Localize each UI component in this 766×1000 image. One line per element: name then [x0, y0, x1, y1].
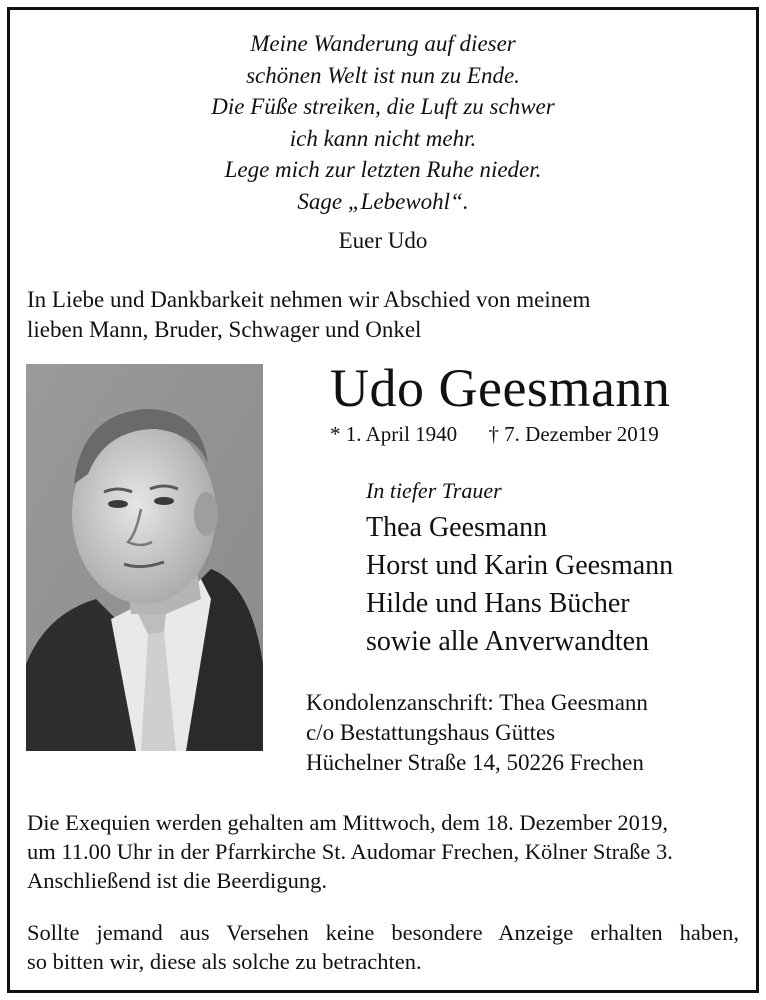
intro-text — [27, 285, 727, 345]
service-line: Die Exequien werden gehalten am Mittwoch, dem 18. Dezember 2019, — [27, 810, 669, 835]
deceased-name: Udo Geesmann — [330, 358, 671, 418]
mourner-name: Hilde und Hans Bücher — [366, 588, 630, 619]
intro-line: In Liebe und Dankbarkeit nehmen wir Abschied von meinem — [27, 287, 591, 312]
poem — [0, 28, 766, 217]
poem-signature: Euer Udo — [338, 228, 428, 253]
service-info — [27, 808, 739, 895]
poem-line: Sage „Lebewohl“. — [297, 188, 469, 214]
poem-line: Die Füße streiken, die Luft zu schwer — [211, 94, 555, 119]
portrait-photo — [26, 364, 263, 751]
mourner-name: sowie alle Anverwandten — [366, 626, 650, 657]
notice-line: Sollte jemand aus Versehen keine besondere Anzeige erhalten haben, — [27, 920, 739, 945]
poem-line: Lege mich zur letzten Ruhe nieder. — [224, 157, 542, 182]
life-dates — [330, 422, 659, 447]
mourner-name: Horst und Karin Geesmann — [366, 550, 674, 581]
mourners-list — [366, 509, 673, 661]
mourning-heading: In tiefer Trauer — [366, 478, 502, 503]
condolence-address — [306, 688, 648, 778]
service-line: Anschließend ist die Beerdigung. — [27, 868, 327, 893]
mourner-name: Thea Geesmann — [366, 512, 548, 543]
poem-line: ich kann nicht mehr. — [289, 125, 477, 151]
address-line: Kondolenzanschrift: Thea Geesmann — [306, 690, 648, 715]
service-line: um 11.00 Uhr in der Pfarrkirche St. Audomar Frechen, Kölner Straße 3. — [27, 839, 673, 864]
birth-date: * 1. April 1940 — [330, 422, 458, 446]
poem-line: schönen Welt ist nun zu Ende. — [246, 62, 520, 88]
poem-line: Meine Wanderung auf dieser — [250, 31, 516, 56]
intro-line: lieben Mann, Bruder, Schwager und Onkel — [27, 317, 422, 342]
notice-text — [27, 918, 739, 976]
address-line: Hüchelner Straße 14, 50226 Frechen — [306, 750, 644, 775]
death-date: † 7. Dezember 2019 — [488, 422, 659, 446]
notice-line: so bitten wir, diese als solche zu betrachten. — [27, 949, 422, 974]
address-line: c/o Bestattungshaus Güttes — [306, 720, 556, 745]
